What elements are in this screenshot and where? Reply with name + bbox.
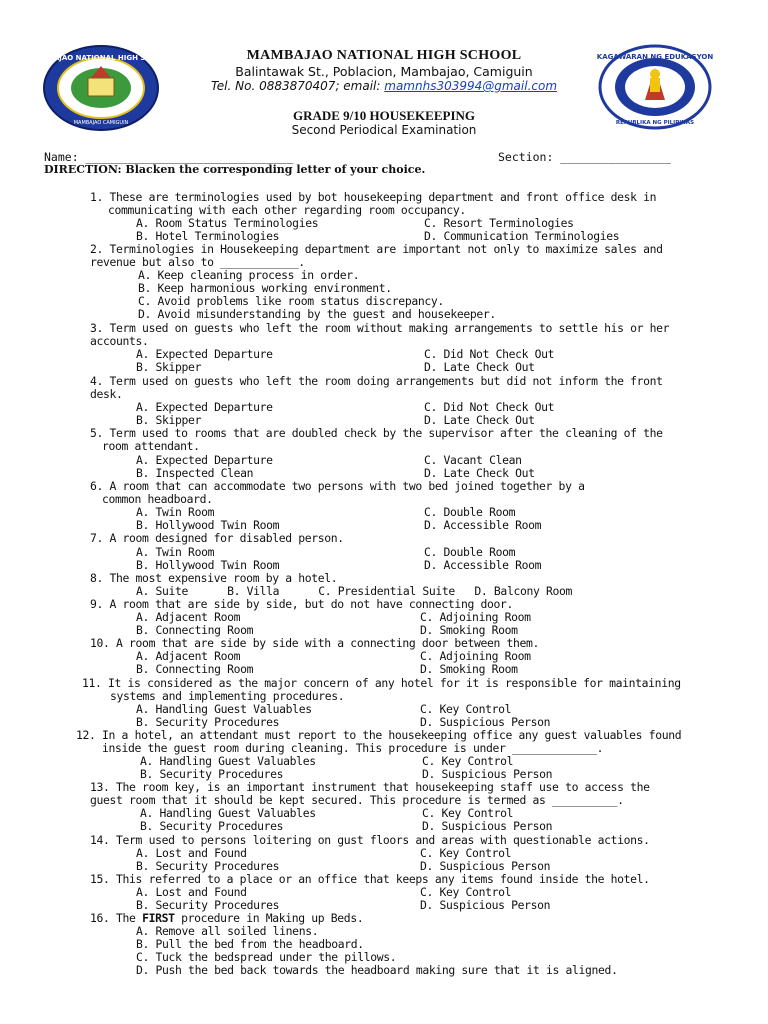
option-10c[interactable]: C. Adjoining Room [420, 649, 531, 663]
option-9a[interactable]: A. Adjacent Room [136, 610, 241, 624]
option-6c[interactable]: C. Double Room [424, 505, 516, 519]
option-15c[interactable]: C. Key Control [420, 885, 512, 899]
question-5: 5. Term used to rooms that are doubled check by the supervisor after the cleaning of the [90, 426, 663, 440]
option-5b[interactable]: B. Inspected Clean [136, 466, 254, 480]
option-13c[interactable]: C. Key Control [422, 806, 514, 820]
option-11a[interactable]: A. Handling Guest Valuables [136, 702, 312, 716]
question-3-cont: accounts. [90, 334, 149, 348]
option-4b[interactable]: B. Skipper [136, 413, 202, 427]
question-15: 15. This referred to a place or an office that keeps any items found inside the hotel. [90, 872, 650, 886]
option-2b[interactable]: B. Keep harmonious working environment. [138, 281, 392, 295]
option-6d[interactable]: D. Accessible Room [424, 518, 542, 532]
option-12d[interactable]: D. Suspicious Person [422, 767, 553, 781]
option-10a[interactable]: A. Adjacent Room [136, 649, 241, 663]
option-7a[interactable]: A. Twin Room [136, 545, 215, 559]
option-11d[interactable]: D. Suspicious Person [420, 715, 551, 729]
option-1d[interactable]: D. Communication Terminologies [424, 229, 620, 243]
option-12b[interactable]: B. Security Procedures [140, 767, 284, 781]
school-address: Balintawak St., Poblacion, Mambajao, Camiguin [235, 64, 533, 79]
option-3c[interactable]: C. Did Not Check Out [424, 347, 555, 361]
option-15a[interactable]: A. Lost and Found [136, 885, 247, 899]
option-4d[interactable]: D. Late Check Out [424, 413, 535, 427]
question-6: 6. A room that can accommodate two persons with two bed joined together by a [90, 479, 585, 493]
exam-title [0, 108, 768, 137]
email-link[interactable]: mamnhs303994@gmail.com [384, 79, 558, 93]
option-3d[interactable]: D. Late Check Out [424, 360, 535, 374]
question-14: 14. Term used to persons loitering on gust floors and areas with questionable actions. [90, 833, 650, 847]
option-2d[interactable]: D. Avoid misunderstanding by the guest and housekeeper. [138, 307, 496, 321]
svg-text:KAGAWARAN NG EDUKASYON: KAGAWARAN NG EDUKASYON [596, 53, 714, 61]
question-1-cont: communicating with each other regarding room occupancy. [108, 203, 466, 217]
option-1a[interactable]: A. Room Status Terminologies [136, 216, 319, 230]
option-10b[interactable]: B. Connecting Room [136, 662, 254, 676]
name-field[interactable]: Name: ______________________________ [44, 150, 294, 164]
option-16c[interactable]: C. Tuck the bedspread under the pillows. [136, 950, 397, 964]
direction: DIRECTION: Blacken the corresponding letter of your choice. [44, 163, 426, 176]
options-8[interactable]: A. Suite B. Villa C. Presidential Suite D. Balcony Room [136, 584, 573, 598]
question-7: 7. A room designed for disabled person. [90, 531, 344, 545]
option-7d[interactable]: D. Accessible Room [424, 558, 542, 572]
option-14c[interactable]: C. Key Control [420, 846, 512, 860]
option-13a[interactable]: A. Handling Guest Valuables [140, 806, 316, 820]
option-4c[interactable]: C. Did Not Check Out [424, 400, 555, 414]
school-name: MAMBAJAO NATIONAL HIGH SCHOOL [246, 48, 522, 63]
school-header [0, 48, 768, 94]
option-2a[interactable]: A. Keep cleaning process in order. [138, 268, 360, 282]
question-2: 2. Terminologies in Housekeeping department are important not only to maximize sales and [90, 242, 663, 256]
question-16-post: procedure in Making up Beds. [174, 911, 364, 925]
option-12c[interactable]: C. Key Control [422, 754, 514, 768]
school-contact [0, 79, 768, 94]
option-7b[interactable]: B. Hollywood Twin Room [136, 558, 280, 572]
question-4-cont: desk. [90, 387, 123, 401]
option-6a[interactable]: A. Twin Room [136, 505, 215, 519]
option-2c[interactable]: C. Avoid problems like room status discrepancy. [138, 294, 444, 308]
option-1c[interactable]: C. Resort Terminologies [424, 216, 574, 230]
option-11b[interactable]: B. Security Procedures [136, 715, 280, 729]
option-16b[interactable]: B. Pull the bed from the headboard. [136, 937, 364, 951]
option-16d[interactable]: D. Push the bed back towards the headboard making sure that it is aligned. [136, 963, 618, 977]
svg-text:MAMBAJAO CAMIGUIN: MAMBAJAO CAMIGUIN [73, 120, 129, 126]
option-14b[interactable]: B. Security Procedures [136, 859, 280, 873]
question-5-cont: room attendant. [102, 439, 200, 453]
option-12a[interactable]: A. Handling Guest Valuables [140, 754, 316, 768]
option-6b[interactable]: B. Hollywood Twin Room [136, 518, 280, 532]
section-field[interactable]: Section: ________________ [498, 150, 672, 164]
svg-text:REPUBLIKA NG PILIPINAS: REPUBLIKA NG PILIPINAS [615, 120, 695, 126]
option-15d[interactable]: D. Suspicious Person [420, 898, 551, 912]
student-info [44, 150, 734, 164]
question-4: 4. Term used on guests who left the room doing arrangements but did not inform the front [90, 374, 663, 388]
question-11-cont: systems and implementing procedures. [110, 689, 345, 703]
exam-subtitle: Second Periodical Examination [291, 123, 477, 137]
option-14a[interactable]: A. Lost and Found [136, 846, 247, 860]
question-9: 9. A room that are side by side, but do not have connecting door. [90, 597, 514, 611]
option-10d[interactable]: D. Smoking Room [420, 662, 518, 676]
question-3: 3. Term used on guests who left the room without making arrangements to settle his or her [90, 321, 670, 335]
question-6-cont: common headboard. [102, 492, 213, 506]
option-13b[interactable]: B. Security Procedures [140, 819, 284, 833]
option-5d[interactable]: D. Late Check Out [424, 466, 535, 480]
option-9b[interactable]: B. Connecting Room [136, 623, 254, 637]
option-7c[interactable]: C. Double Room [424, 545, 516, 559]
option-13d[interactable]: D. Suspicious Person [422, 819, 553, 833]
option-14d[interactable]: D. Suspicious Person [420, 859, 551, 873]
question-2-cont: revenue but also to ____________. [90, 255, 305, 269]
question-16-emphasis: FIRST [142, 911, 175, 925]
option-1b[interactable]: B. Hotel Terminologies [136, 229, 280, 243]
question-12-cont: inside the guest room during cleaning. This procedure is under _____________. [102, 741, 604, 755]
question-12: 12. In a hotel, an attendant must report to the housekeeping office any guest valuables found [76, 728, 682, 742]
option-16a[interactable]: A. Remove all soiled linens. [136, 924, 319, 938]
option-15b[interactable]: B. Security Procedures [136, 898, 280, 912]
option-9c[interactable]: C. Adjoining Room [420, 610, 531, 624]
option-9d[interactable]: D. Smoking Room [420, 623, 518, 637]
question-8: 8. The most expensive room by a hotel. [90, 571, 338, 585]
question-1: 1. These are terminologies used by bot housekeeping department and front office desk in [90, 190, 657, 204]
question-11: 11. It is considered as the major concern of any hotel for it is responsible for maintaining [82, 676, 681, 690]
svg-text:MAMBAJAO NATIONAL HIGH SCHOOL: MAMBAJAO NATIONAL HIGH SCHOOL [29, 54, 173, 62]
question-13-cont: guest room that it should be kept secured. This procedure is termed as __________. [90, 793, 624, 807]
question-10: 10. A room that are side by side with a connecting door between them. [90, 636, 540, 650]
option-5c[interactable]: C. Vacant Clean [424, 453, 522, 467]
question-16-pre: 16. The [90, 911, 143, 925]
tel-text: Tel. No. 0883870407; email: [210, 79, 385, 93]
option-11c[interactable]: C. Key Control [420, 702, 512, 716]
option-5a[interactable]: A. Expected Departure [136, 453, 273, 467]
option-3b[interactable]: B. Skipper [136, 360, 202, 374]
question-13: 13. The room key, is an important instrument that housekeeping staff use to access the [90, 780, 650, 794]
option-3a[interactable]: A. Expected Departure [136, 347, 273, 361]
option-4a[interactable]: A. Expected Departure [136, 400, 273, 414]
grade-title: GRADE 9/10 HOUSEKEEPING [292, 108, 476, 123]
